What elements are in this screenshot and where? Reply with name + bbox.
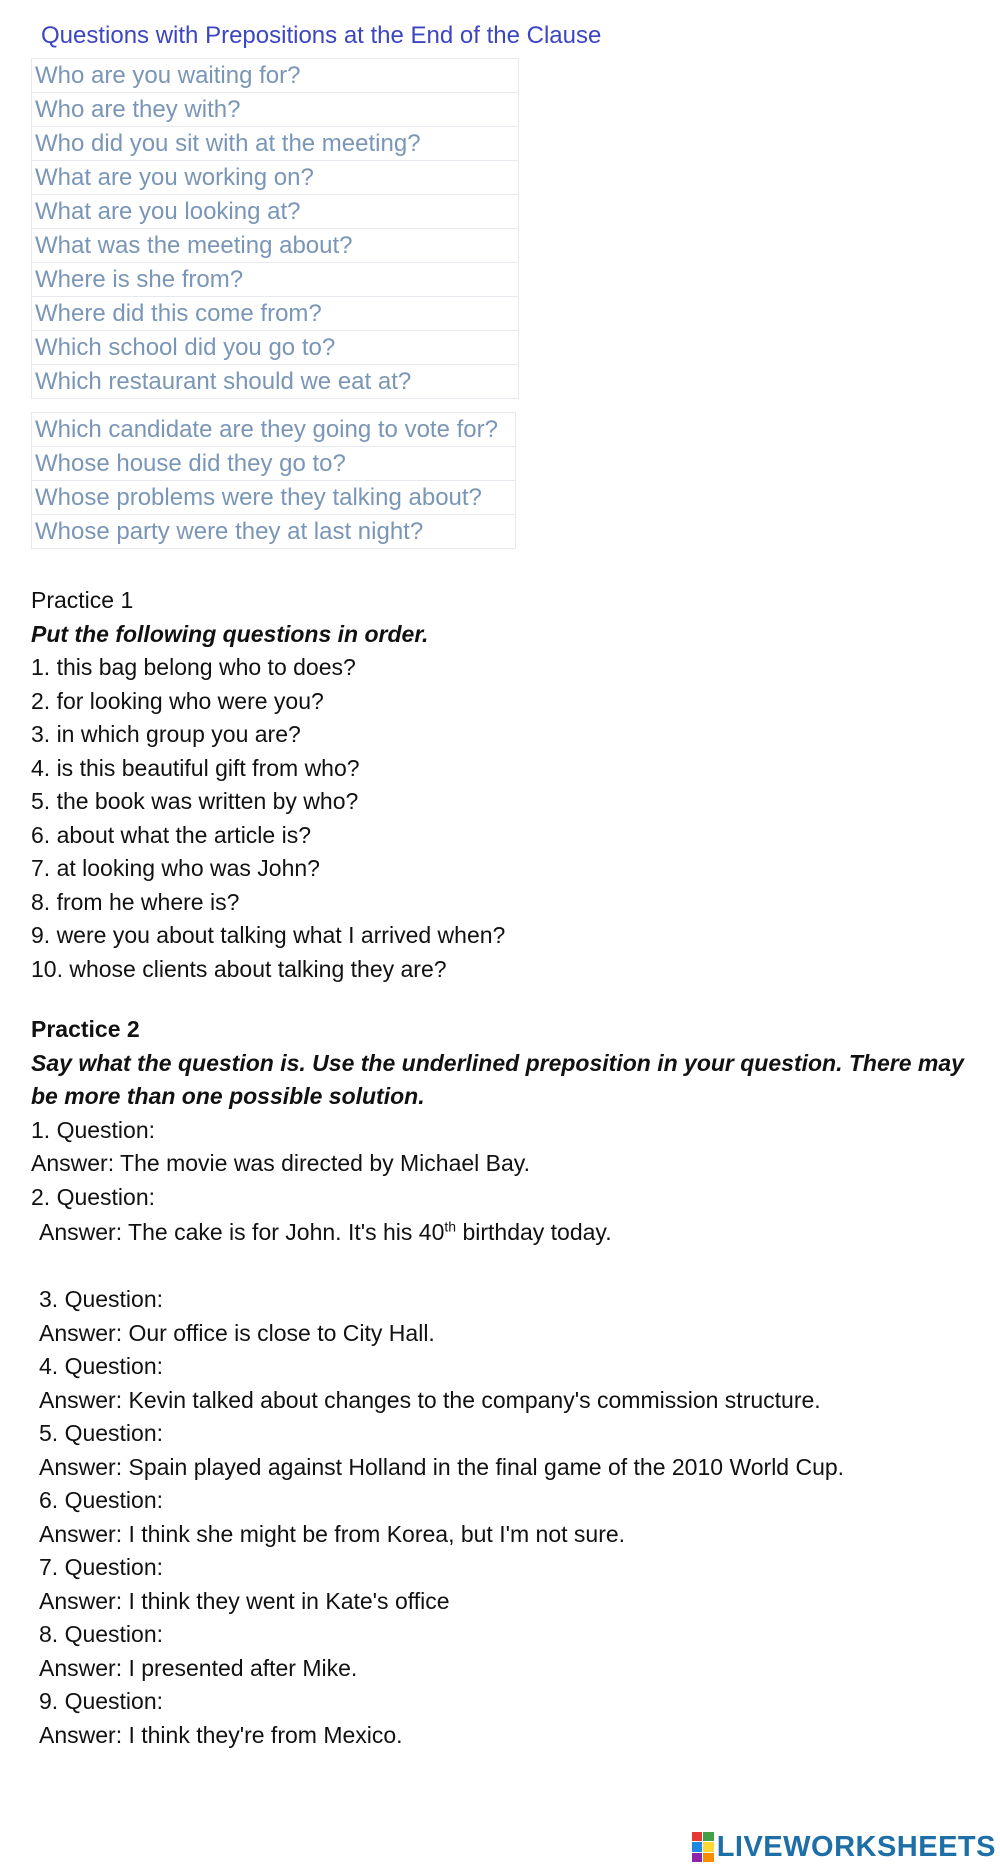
practice-2-question-label: 3. Question: [39,1286,164,1312]
practice-2-answer: Answer: I presented after Mike. [39,1654,358,1681]
practice-1-item: 3. in which group you are? [31,721,301,747]
practice-2-question-label: 5. Question: [39,1420,164,1446]
practice-2-item [39,1685,989,1752]
examples-table-b [31,412,516,549]
examples-table-a [31,58,519,399]
practice-2-item [39,1216,989,1283]
practice-2-question-label: 2. Question: [31,1183,156,1210]
practice-1-item: 10. whose clients about talking they are? [31,955,447,982]
page-title: Questions with Prepositions at the End of the Clause [41,22,602,49]
example-row: Where did this come from? [32,297,519,331]
practice-2-item [39,1350,989,1417]
practice-1-instruction: Put the following questions in order. [31,620,429,647]
practice-2-question-label: 8. Question: [39,1621,164,1647]
practice-2-item [39,1283,989,1350]
example-row: Whose party were they at last night? [32,515,516,549]
example-row: What was the meeting about? [32,229,519,263]
practice-2-item [39,1551,989,1618]
practice-1-item: 5. the book was written by who? [31,788,359,814]
logo-tile [703,1842,714,1851]
logo-tile [692,1842,703,1851]
logo-tile [692,1853,703,1862]
liveworksheets-logo[interactable] [692,1830,996,1864]
answer-text: Answer: The cake is for John. It's his 40 [39,1219,445,1245]
practice-2-question-label: 9. Question: [39,1688,164,1714]
practice-1-item: 2. for looking who were you? [31,687,324,714]
practice-2-answer: Answer: Kevin talked about changes to the company's commission structure. [39,1386,821,1413]
example-row: What are you working on? [32,161,519,195]
example-row: Where is she from? [32,263,519,297]
logo-tile [692,1832,703,1841]
practice-2-answer: Answer: The movie was directed by Michael Bay. [31,1150,530,1176]
ordinal-suffix: th [444,1218,457,1235]
practice-1-section [31,584,991,986]
practice-2-instruction: Say what the question is. Use the underlined preposition in your question. There may be more than one possible solution. [31,1049,964,1109]
example-row: Which restaurant should we eat at? [32,365,519,399]
example-row: Whose problems were they talking about? [32,481,516,515]
example-row: What are you looking at? [32,195,519,229]
example-row: Which candidate are they going to vote for? [32,413,516,447]
logo-tile [703,1853,714,1862]
practice-2-heading: Practice 2 [31,1016,140,1042]
practice-1-item: 8. from he where is? [31,888,240,915]
practice-2-question-label: 6. Question: [39,1487,164,1513]
logo-text: LIVEWORKSHEETS [716,1830,996,1863]
example-row: Who are they with? [32,93,519,127]
practice-2-item [39,1417,989,1484]
practice-2-items [39,1216,989,1752]
practice-1-item: 9. were you about talking what I arrived when? [31,922,506,948]
example-row: Who did you sit with at the meeting? [32,127,519,161]
practice-1-item: 7. at looking who was John? [31,855,320,881]
practice-2-answer: Answer: I think she might be from Korea, but I'm not sure. [39,1520,626,1547]
example-row: Who are you waiting for? [32,59,519,93]
practice-1-heading: Practice 1 [31,587,134,613]
liveworksheets-logo-icon [692,1832,714,1862]
practice-2-answer: Answer: I think they went in Kate's office [39,1587,450,1614]
practice-1-item: 4. is this beautiful gift from who? [31,754,360,781]
practice-2-answer: Answer: Our office is close to City Hall. [39,1319,435,1346]
practice-2-question-label: 1. Question: [31,1116,156,1143]
practice-2-answer [39,1216,989,1250]
answer-text: birthday today. [456,1219,612,1245]
practice-2-section [31,1013,991,1214]
practice-2-question-label: 4. Question: [39,1353,164,1379]
practice-2-answer: Answer: I think they're from Mexico. [39,1721,403,1748]
example-row: Whose house did they go to? [32,447,516,481]
practice-2-item [39,1484,989,1551]
logo-tile [703,1832,714,1841]
practice-2-question-label: 7. Question: [39,1554,164,1580]
practice-1-item: 6. about what the article is? [31,821,311,848]
practice-2-item [39,1618,989,1685]
practice-2-answer: Answer: Spain played against Holland in the final game of the 2010 World Cup. [39,1453,845,1480]
example-row: Which school did you go to? [32,331,519,365]
practice-1-item: 1. this bag belong who to does? [31,654,356,680]
